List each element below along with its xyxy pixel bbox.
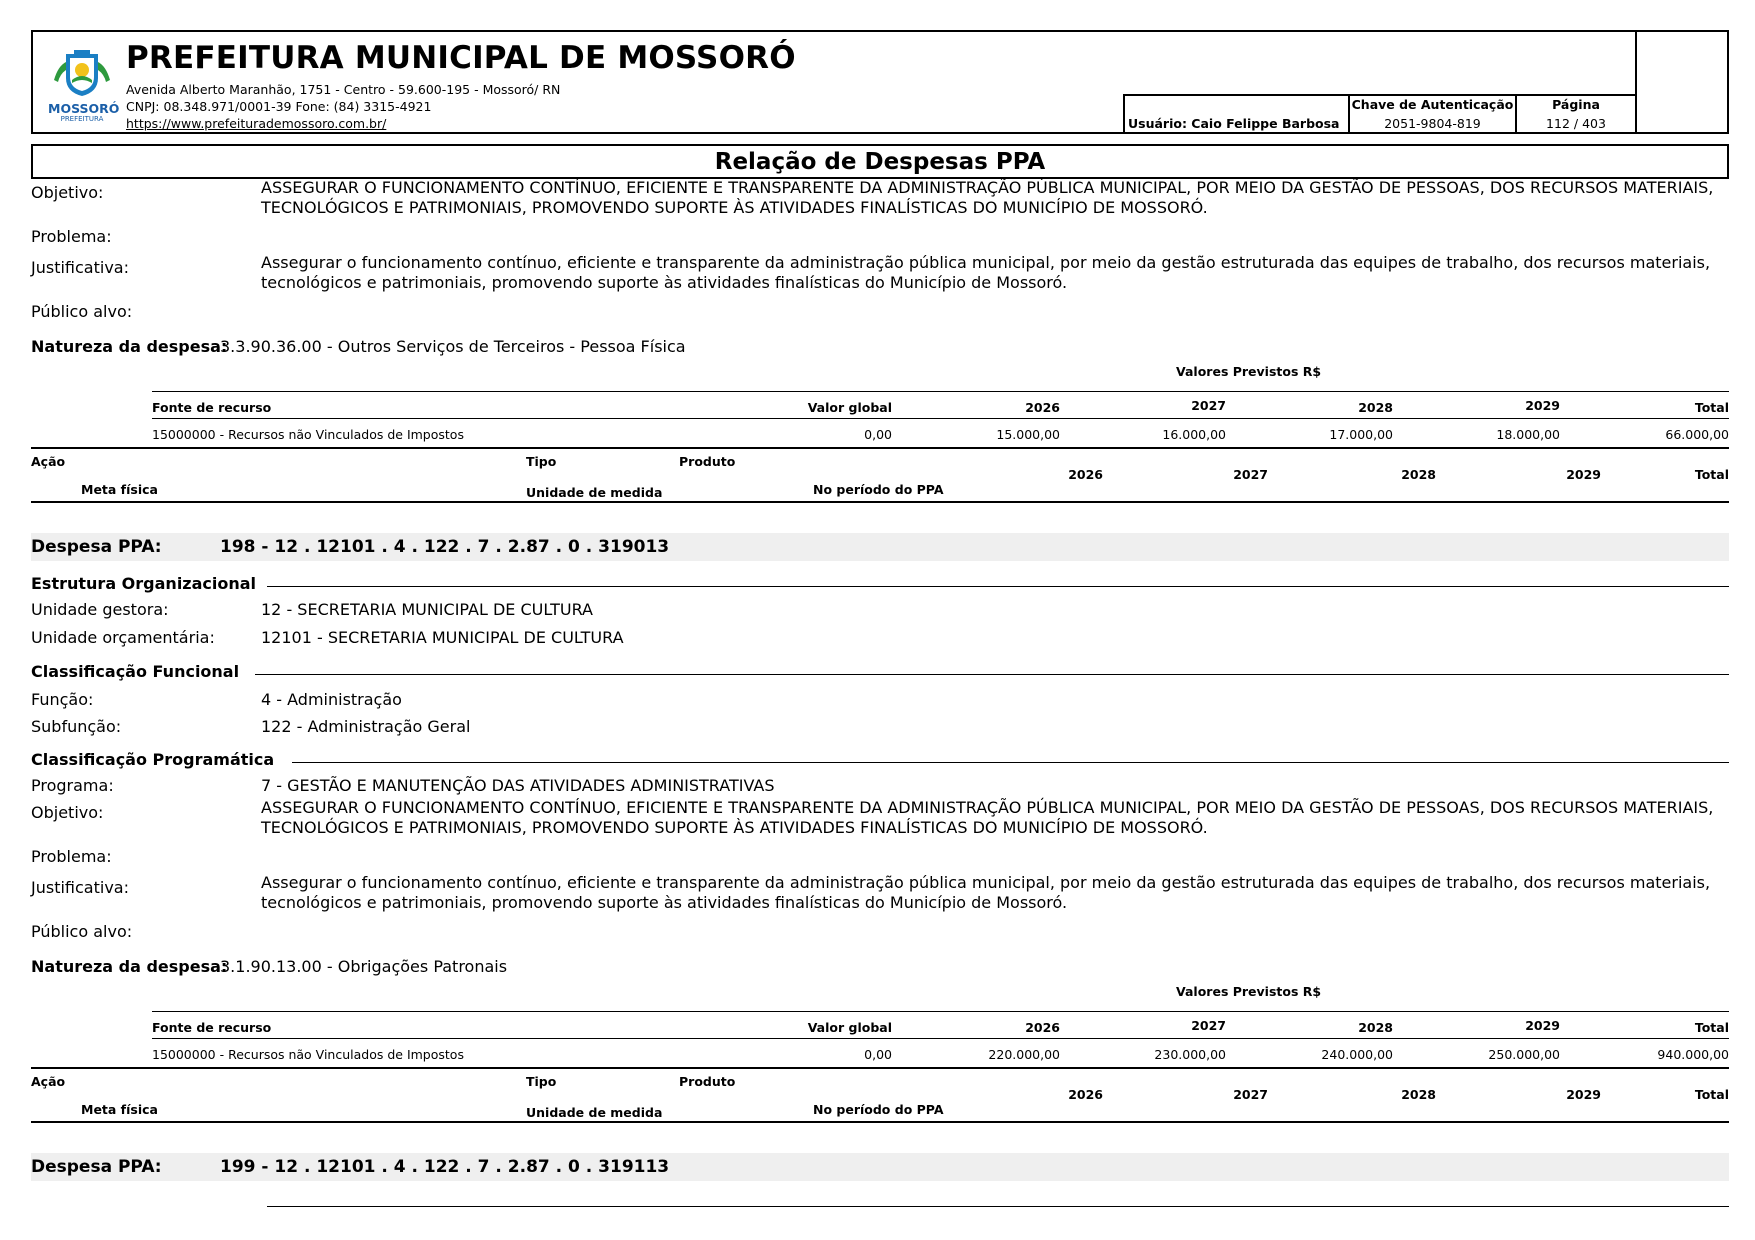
valor-global-header: Valor global — [807, 400, 892, 415]
section-rule — [267, 586, 1729, 587]
section-rule — [255, 674, 1729, 675]
publico-alvo-label: Público alvo: — [31, 922, 133, 941]
funcao-value: 4 - Administração — [261, 690, 402, 709]
produto-header: Produto — [679, 454, 736, 469]
header-blank-cell — [1635, 30, 1729, 134]
year-header: 2026 — [1025, 400, 1060, 415]
fonte-value: 15000000 - Recursos não Vinculados de Impostos — [152, 1047, 464, 1062]
auth-key-label: Chave de Autenticação — [1351, 97, 1514, 112]
natureza-label: Natureza da despesa: — [31, 337, 228, 356]
unidade-orcamentaria-label: Unidade orçamentária: — [31, 628, 215, 647]
year-header: 2029 — [1566, 1087, 1601, 1102]
page-label: Página — [1552, 97, 1600, 112]
natureza-value: 3.3.90.36.00 - Outros Serviços de Terceiros - Pessoa Física — [220, 337, 686, 356]
section-rule — [267, 1206, 1729, 1207]
natureza-label: Natureza da despesa: — [31, 957, 228, 976]
total-header: Total — [1694, 1087, 1729, 1102]
despesa-ppa-code: 198 - 12 . 12101 . 4 . 122 . 7 . 2.87 . 0 . 319013 — [220, 537, 670, 557]
meta-fisica-header: Meta física — [81, 482, 158, 497]
year-header: 2026 — [1068, 467, 1103, 482]
org-address: Avenida Alberto Maranhão, 1751 - Centro - 59.600-195 - Mossoró/ RN — [126, 82, 561, 97]
subfuncao-label: Subfunção: — [31, 717, 122, 736]
table-rule — [152, 391, 1729, 392]
table-rule — [31, 447, 1729, 449]
section-rule — [292, 762, 1729, 763]
table-rule — [152, 418, 1729, 419]
despesa-ppa-label: Despesa PPA: — [31, 1157, 162, 1177]
value-2027: 16.000,00 — [1162, 427, 1226, 442]
year-header: 2029 — [1566, 467, 1601, 482]
value-2028: 17.000,00 — [1329, 427, 1393, 442]
valor-global-value: 0,00 — [864, 427, 892, 442]
org-website-link[interactable]: https://www.prefeiturademossoro.com.br/ — [126, 116, 387, 131]
auth-key-value: 2051-9804-819 — [1384, 116, 1481, 131]
year-header: 2029 — [1525, 398, 1560, 413]
municipality-logo — [48, 50, 120, 123]
unidade-gestora-value: 12 - SECRETARIA MUNICIPAL DE CULTURA — [261, 600, 593, 619]
logo-subtext: PREFEITURA — [60, 115, 104, 123]
estrutura-section-title: Estrutura Organizacional — [31, 574, 257, 593]
objetivo-value: ASSEGURAR O FUNCIONAMENTO CONTÍNUO, EFICIENTE E TRANSPARENTE DA ADMINISTRAÇÃO PÚBLICA MUNICIPAL, POR MEIO DA GESTÃO DE PESSOAS, DOS RECURSOS MATERIAIS, TECNOLÓGICOS E PATRIMONIAIS, PROMOVENDO SUPORTE ÀS ATIVIDADES FINALÍSTICAS DO MUNICÍPIO DE MOSSORÓ. — [261, 178, 1714, 217]
valores-previstos-label: Valores Previstos R$ — [1176, 984, 1322, 999]
fonte-value: 15000000 - Recursos não Vinculados de Impostos — [152, 427, 464, 442]
no-periodo-header: No período do PPA — [813, 1102, 944, 1117]
total-header: Total — [1694, 467, 1729, 482]
funcao-label: Função: — [31, 690, 94, 709]
unidade-orcamentaria-value: 12101 - SECRETARIA MUNICIPAL DE CULTURA — [261, 628, 624, 647]
year-header: 2029 — [1525, 1018, 1560, 1033]
value-total: 66.000,00 — [1665, 427, 1729, 442]
tipo-header: Tipo — [526, 454, 557, 469]
logo-text: MOSSORÓ — [48, 101, 120, 116]
year-header: 2026 — [1025, 1020, 1060, 1035]
coat-of-arms-icon — [48, 50, 116, 98]
programa-label: Programa: — [31, 776, 114, 795]
value-2026: 15.000,00 — [996, 427, 1060, 442]
year-header: 2028 — [1358, 1020, 1393, 1035]
value-2026: 220.000,00 — [988, 1047, 1060, 1062]
value-2029: 18.000,00 — [1496, 427, 1560, 442]
programa-value: 7 - GESTÃO E MANUTENÇÃO DAS ATIVIDADES ADMINISTRATIVAS — [261, 776, 775, 795]
year-header: 2026 — [1068, 1087, 1103, 1102]
table-rule — [152, 1011, 1729, 1012]
objetivo-label: Objetivo: — [31, 183, 104, 202]
despesa-ppa-code: 199 - 12 . 12101 . 4 . 122 . 7 . 2.87 . 0 . 319113 — [220, 1157, 670, 1177]
acao-header: Ação — [31, 1074, 66, 1089]
year-header: 2027 — [1191, 1018, 1226, 1033]
user-label: Usuário: Caio Felippe Barbosa — [1128, 116, 1340, 131]
year-header: 2028 — [1358, 400, 1393, 415]
subfuncao-value: 122 - Administração Geral — [261, 717, 471, 736]
unidade-medida-header: Unidade de medida — [526, 485, 663, 500]
justificativa-value: Assegurar o funcionamento contínuo, eficiente e transparente da administração pública municipal, por meio da gestão estruturada das equipes de trabalho, dos recursos materiais, tecnológicos e patrimoniais, promovendo suporte às atividades finalísticas do Município de Mossoró. — [261, 253, 1711, 292]
year-header: 2028 — [1401, 1087, 1436, 1102]
valor-global-value: 0,00 — [864, 1047, 892, 1062]
year-header: 2028 — [1401, 467, 1436, 482]
total-header: Total — [1694, 1020, 1729, 1035]
page-number: 112 / 403 — [1546, 116, 1606, 131]
problema-label: Problema: — [31, 847, 112, 866]
year-header: 2027 — [1233, 467, 1268, 482]
funcional-section-title: Classificação Funcional — [31, 662, 240, 681]
produto-header: Produto — [679, 1074, 736, 1089]
justificativa-value: Assegurar o funcionamento contínuo, eficiente e transparente da administração pública municipal, por meio da gestão estruturada das equipes de trabalho, dos recursos materiais, tecnológicos e patrimoniais, promovendo suporte às atividades finalísticas do Município de Mossoró. — [261, 873, 1711, 912]
justificativa-label: Justificativa: — [31, 258, 129, 277]
org-cnpj-phone: CNPJ: 08.348.971/0001-39 Fone: (84) 3315-4921 — [126, 99, 432, 114]
publico-alvo-label: Público alvo: — [31, 302, 133, 321]
unidade-medida-header: Unidade de medida — [526, 1105, 663, 1120]
value-total: 940.000,00 — [1657, 1047, 1729, 1062]
table-rule — [31, 1067, 1729, 1069]
unidade-gestora-label: Unidade gestora: — [31, 600, 169, 619]
table-rule — [152, 1038, 1729, 1039]
valores-previstos-label: Valores Previstos R$ — [1176, 364, 1322, 379]
total-header: Total — [1694, 400, 1729, 415]
value-2028: 240.000,00 — [1321, 1047, 1393, 1062]
tipo-header: Tipo — [526, 1074, 557, 1089]
table-rule — [31, 1121, 1729, 1123]
report-title: Relação de Despesas PPA — [31, 144, 1729, 179]
table-rule — [31, 501, 1729, 503]
despesa-ppa-label: Despesa PPA: — [31, 537, 162, 557]
value-2027: 230.000,00 — [1154, 1047, 1226, 1062]
valor-global-header: Valor global — [807, 1020, 892, 1035]
meta-fisica-header: Meta física — [81, 1102, 158, 1117]
objetivo-label: Objetivo: — [31, 803, 104, 822]
value-2029: 250.000,00 — [1488, 1047, 1560, 1062]
org-name: PREFEITURA MUNICIPAL DE MOSSORÓ — [126, 40, 796, 76]
year-header: 2027 — [1233, 1087, 1268, 1102]
acao-header: Ação — [31, 454, 66, 469]
objetivo-value: ASSEGURAR O FUNCIONAMENTO CONTÍNUO, EFICIENTE E TRANSPARENTE DA ADMINISTRAÇÃO PÚBLICA MUNICIPAL, POR MEIO DA GESTÃO DE PESSOAS, DOS RECURSOS MATERIAIS, TECNOLÓGICOS E PATRIMONIAIS, PROMOVENDO SUPORTE ÀS ATIVIDADES FINALÍSTICAS DO MUNICÍPIO DE MOSSORÓ. — [261, 798, 1714, 837]
natureza-value: 3.1.90.13.00 - Obrigações Patronais — [220, 957, 508, 976]
justificativa-label: Justificativa: — [31, 878, 129, 897]
fonte-header: Fonte de recurso — [152, 400, 272, 415]
year-header: 2027 — [1191, 398, 1226, 413]
fonte-header: Fonte de recurso — [152, 1020, 272, 1035]
programatica-section-title: Classificação Programática — [31, 750, 275, 769]
problema-label: Problema: — [31, 227, 112, 246]
no-periodo-header: No período do PPA — [813, 482, 944, 497]
